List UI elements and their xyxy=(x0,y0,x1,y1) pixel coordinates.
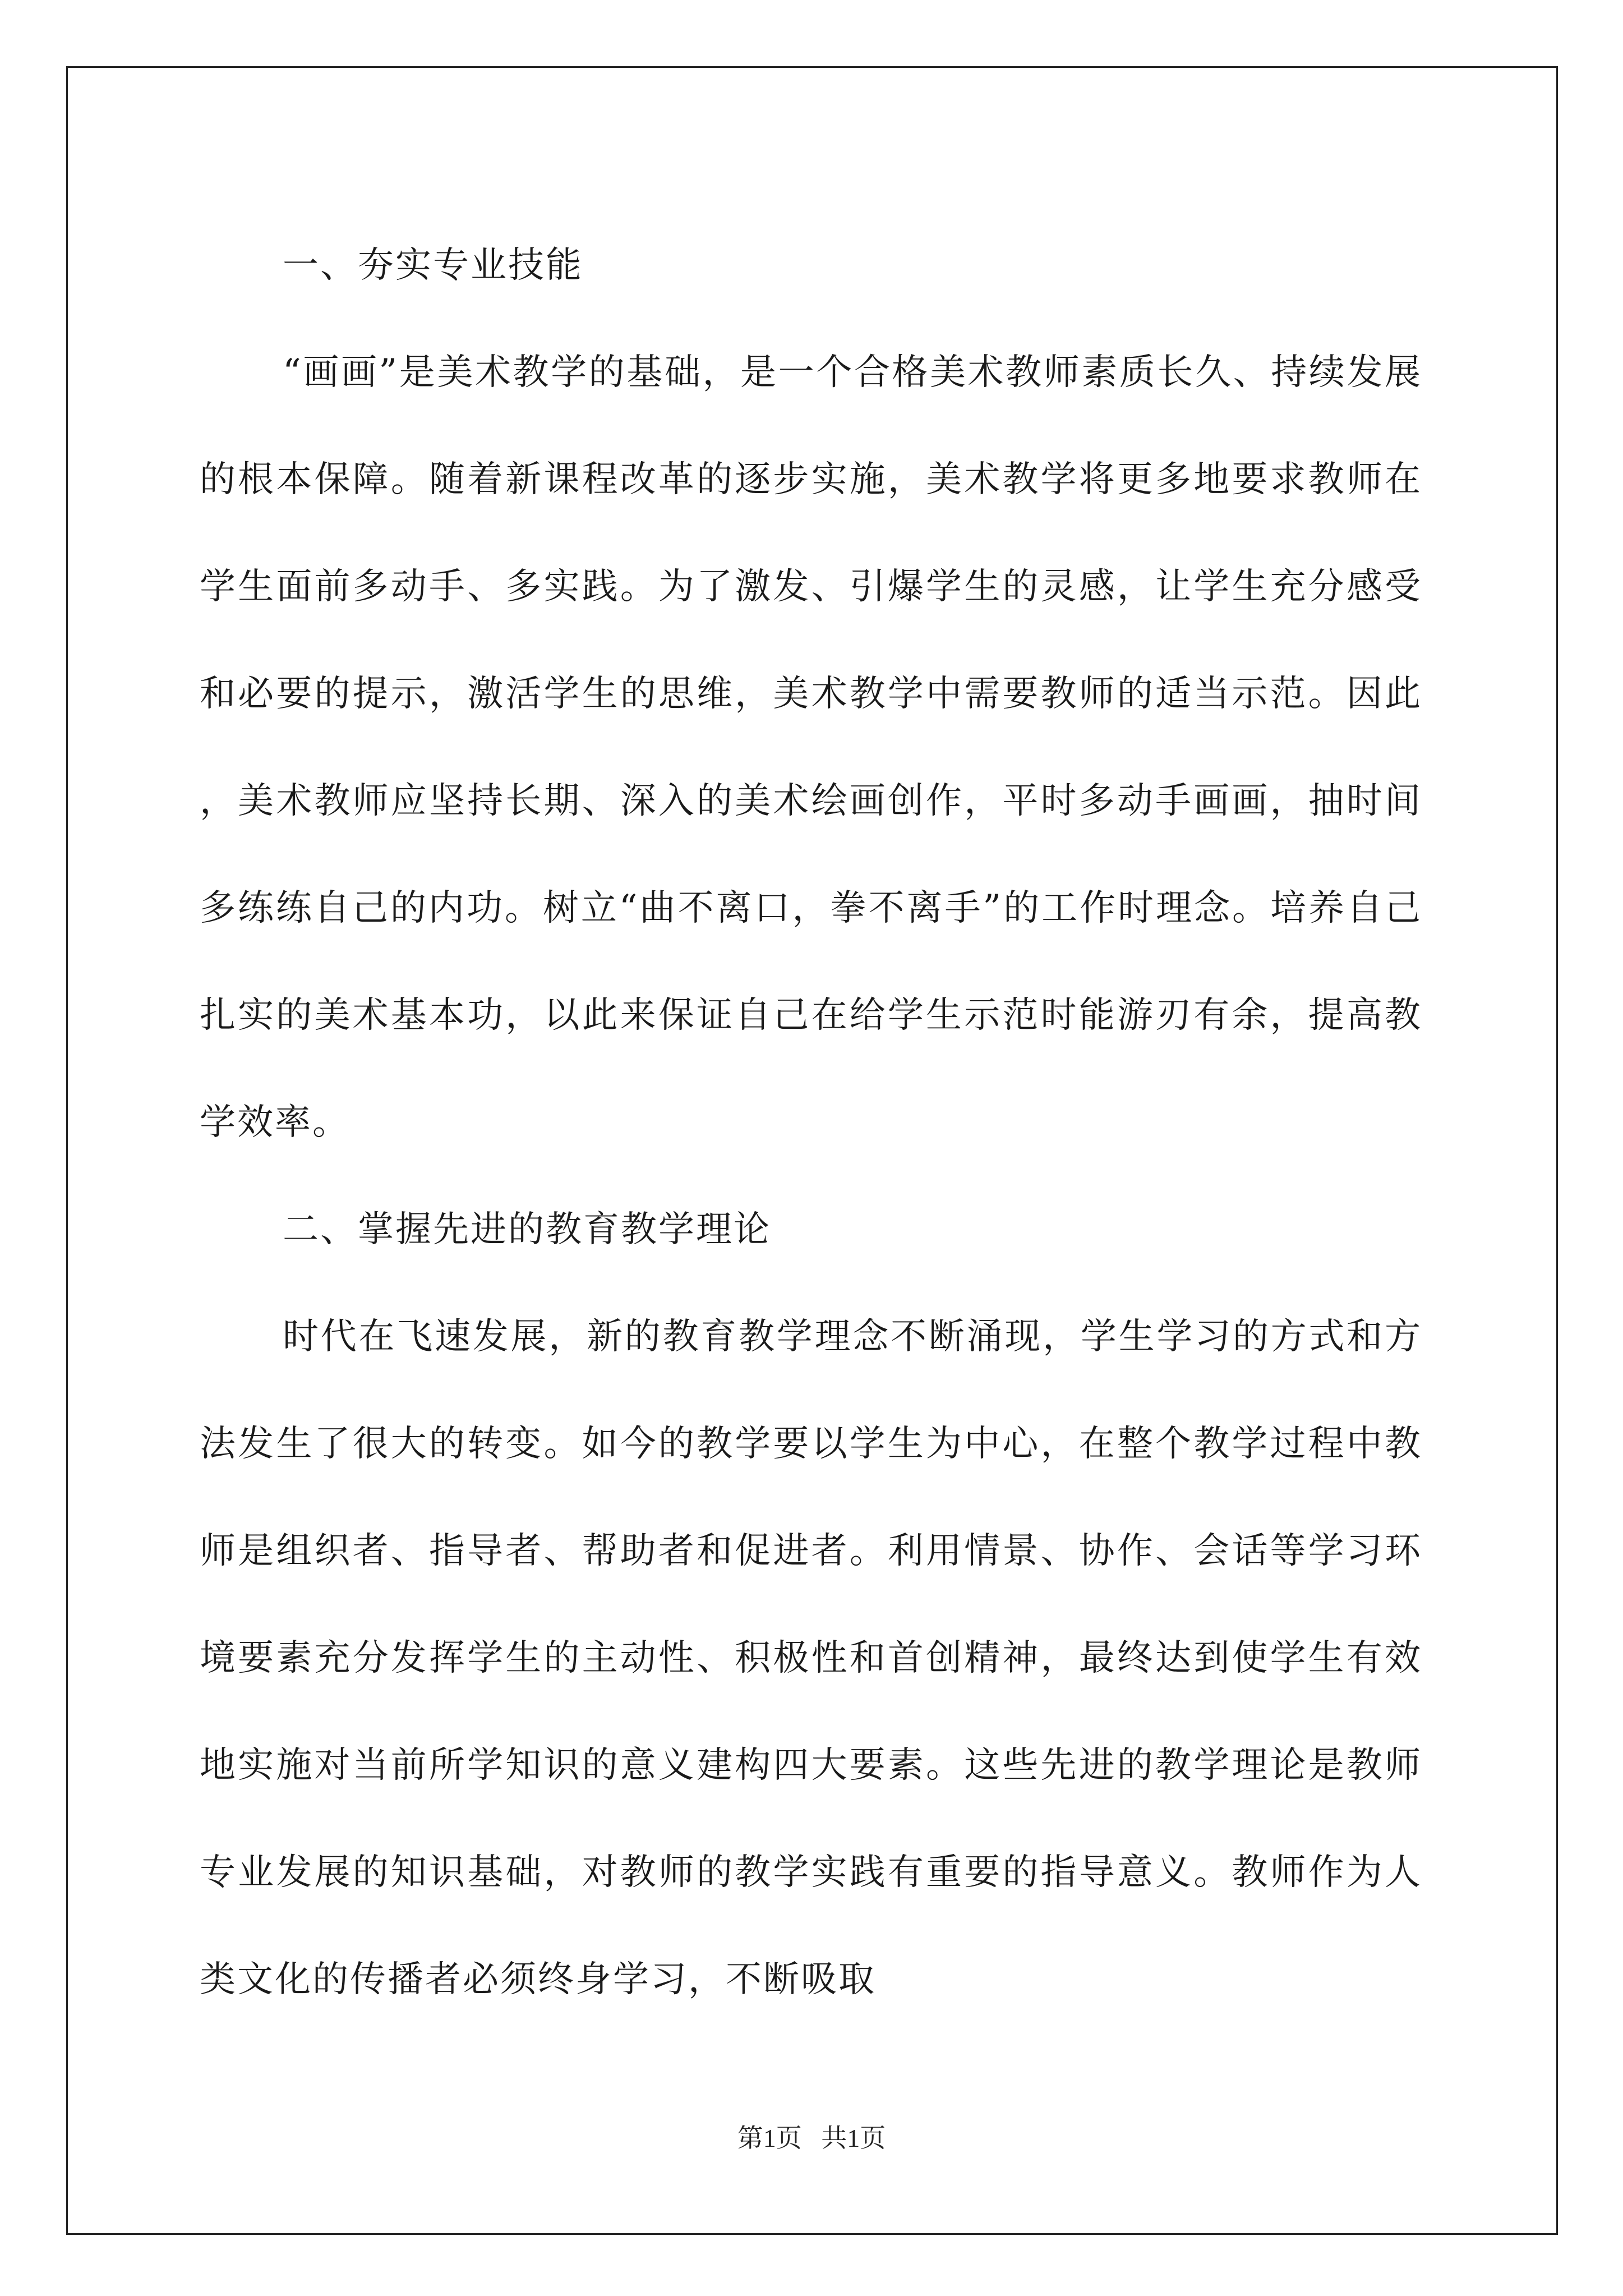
section-heading-1: 一、夯实专业技能 xyxy=(283,245,583,286)
section-paragraph-2: 时代在飞速发展，新的教育教学理念不断涌现，学生学习的方式和方法发生了很大的转变。如今的教学要以学生为中心，在整个教学过程中教师是组织者、指导者、帮助者和促进者。利用情景、协作、会话等学习环境要素充分发挥学生的主动性、积极性和首创精神，最终达到使学生有效地实施对当前所学知识的意义建构四大要素。这些先进的教学理论是教师专业发展的知识基础，对教师的教学实践有重要的指导意义。教师作为人类文化的传播者必须终身学习，不断吸取 xyxy=(200,1316,1422,2000)
section-heading-2: 二、掌握先进的教育教学理论 xyxy=(283,1209,771,1250)
section-paragraph-1: “画画”是美术教学的基础，是一个合格美术教师素质长久、持续发展的根本保障。随着新课程改革的逐步实施，美术教学将更多地要求教师在学生面前多动手、多实践。为了激发、引爆学生的灵感，让学生充分感受和必要的提示，激活学生的思维，美术教学中需要教师的适当示范。因此，美术教师应坚持长期、深入的美术绘画创作，平时多动手画画，抽时间多练练自己的内功。树立“曲不离口，拳不离手”的工作时理念。培养自己扎实的美术基本功，以此来保证自己在给学生示范时能游刃有余，提高教学效率。 xyxy=(200,352,1422,1143)
page-footer: 第1页 共1页 xyxy=(737,2124,886,2152)
document-body xyxy=(200,212,1422,2033)
